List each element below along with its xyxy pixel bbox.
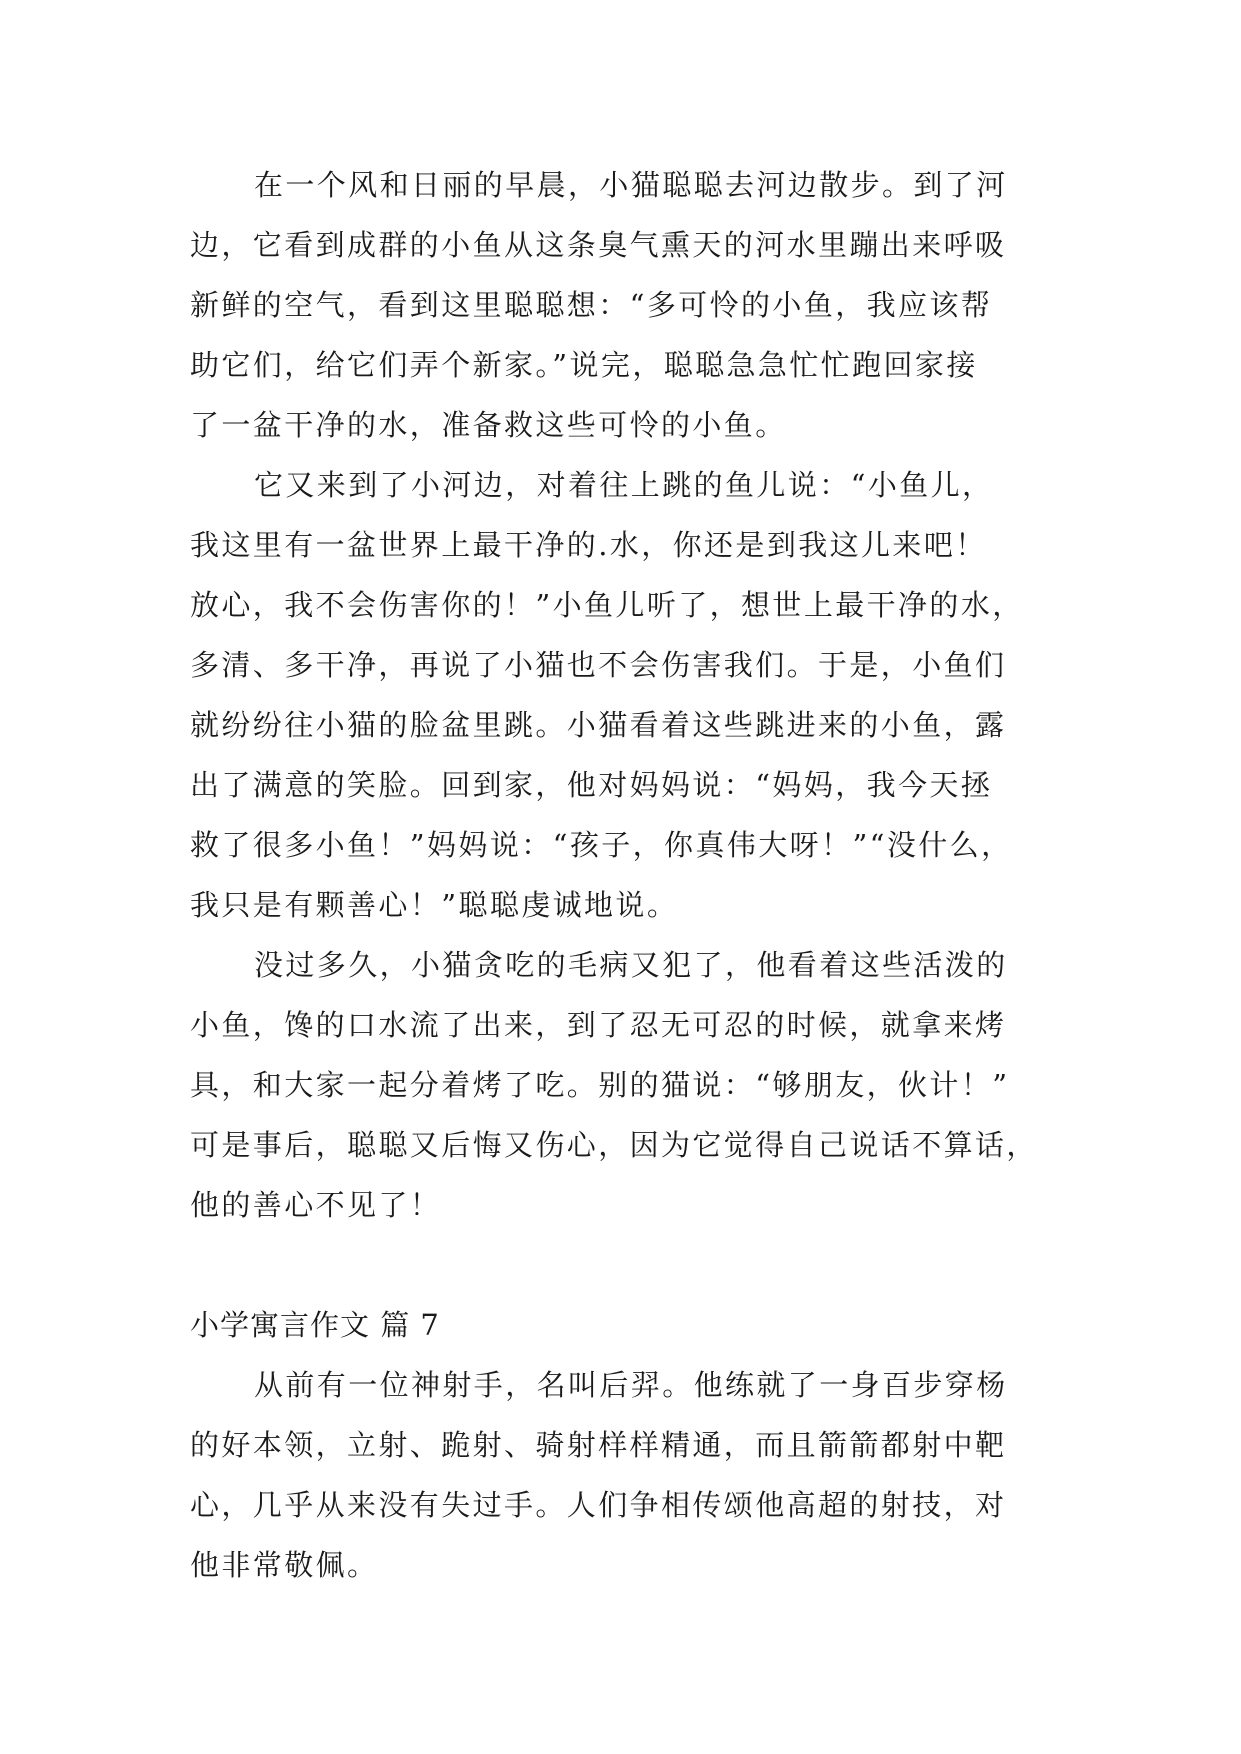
- text-line: 放心，我不会伤害你的！”小鱼儿听了，想世上最干净的水，: [190, 588, 1024, 622]
- text-line: 了一盆干净的水，准备救这些可怜的小鱼。: [190, 408, 787, 442]
- text-line: 他的善心不见了！: [190, 1188, 442, 1222]
- text-line: 边，它看到成群的小鱼从这条臭气熏天的河水里蹦出来呼吸: [190, 228, 1007, 262]
- text-line: 在一个风和日丽的早晨，小猫聪聪去河边散步。到了河: [254, 168, 1008, 202]
- text-line: 的好本领，立射、跪射、骑射样样精通，而且箭箭都射中靶: [190, 1428, 1007, 1462]
- section-gap: [190, 1235, 1070, 1295]
- section-heading: 小学寓言作文 篇 7: [190, 1308, 440, 1342]
- text-line: 救了很多小鱼！”妈妈说：“孩子，你真伟大呀！”“没什么，: [190, 828, 1013, 862]
- text-line: 它又来到了小河边，对着往上跳的鱼儿说：“小鱼儿，: [254, 468, 994, 502]
- text-line: 可是事后，聪聪又后悔又伤心，因为它觉得自己说话不算话，: [190, 1128, 1038, 1162]
- text-line: 心，几乎从来没有失过手。人们争相传颂他高超的射技，对: [190, 1488, 1007, 1522]
- paragraph-3: [190, 935, 1070, 1235]
- text-line: 我这里有一盆世界上最干净的.水，你还是到我这儿来吧！: [190, 528, 987, 562]
- text-line: 我只是有颗善心！”聪聪虔诚地说。: [190, 888, 679, 922]
- text-line: 具，和大家一起分着烤了吃。别的猫说：“够朋友，伙计！”: [190, 1068, 1010, 1102]
- section-7-paragraph-1: [190, 1355, 1070, 1595]
- text-line: 他非常敬佩。: [190, 1548, 379, 1582]
- text-line: 没过多久，小猫贪吃的毛病又犯了，他看着这些活泼的: [254, 948, 1008, 982]
- paragraph-2: [190, 455, 1070, 935]
- paragraph-1: [190, 155, 1070, 455]
- text-line: 出了满意的笑脸。回到家，他对妈妈说：“妈妈，我今天拯: [190, 768, 993, 802]
- text-line: 小鱼，馋的口水流了出来，到了忍无可忍的时候，就拿来烤: [190, 1008, 1007, 1042]
- text-line: 多清、多干净，再说了小猫也不会伤害我们。于是，小鱼们: [190, 648, 1007, 682]
- text-line: 从前有一位神射手，名叫后羿。他练就了一身百步穿杨: [254, 1368, 1008, 1402]
- text-line: 新鲜的空气，看到这里聪聪想：“多可怜的小鱼，我应该帮: [190, 288, 993, 322]
- text-line: 助它们，给它们弄个新家。”说完，聪聪急急忙忙跑回家接: [190, 348, 978, 382]
- text-line: 就纷纷往小猫的脸盆里跳。小猫看着这些跳进来的小鱼，露: [190, 708, 1007, 742]
- document-page: [190, 155, 1070, 1595]
